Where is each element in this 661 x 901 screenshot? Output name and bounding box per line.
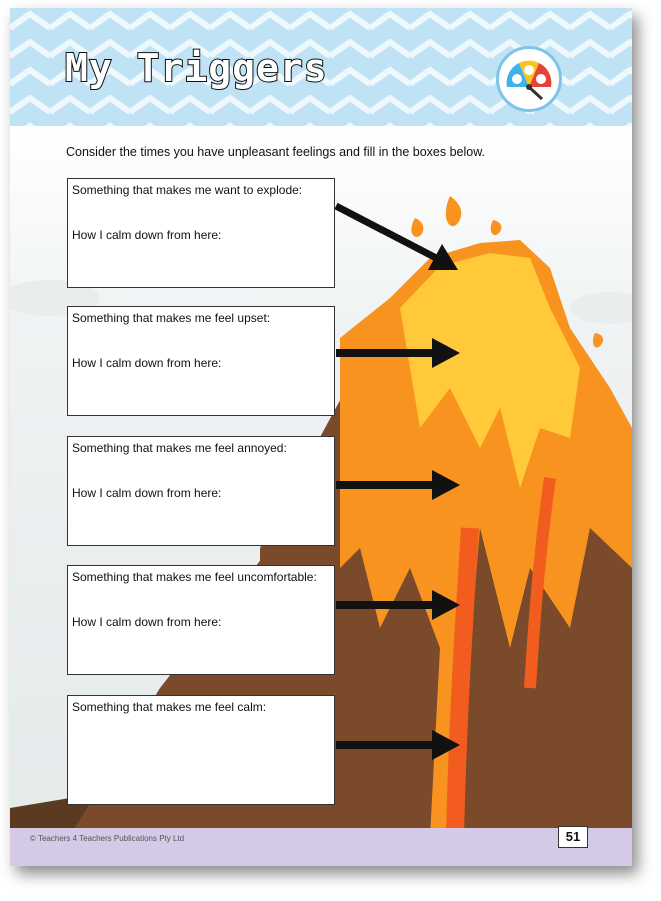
box-prompt: Something that makes me want to explode: bbox=[72, 183, 303, 197]
answer-box-uncomfortable[interactable] bbox=[67, 565, 335, 675]
box-calm-prompt: How I calm down from here: bbox=[72, 356, 222, 370]
page-number: 51 bbox=[558, 826, 588, 848]
box-calm-prompt: How I calm down from here: bbox=[72, 615, 222, 629]
answer-box-explode[interactable] bbox=[67, 178, 335, 288]
box-calm-prompt: How I calm down from here: bbox=[72, 486, 222, 500]
answer-box-annoyed[interactable] bbox=[67, 436, 335, 546]
answer-box-upset[interactable] bbox=[67, 306, 335, 416]
page-title: My Triggers bbox=[65, 46, 328, 90]
box-prompt: Something that makes me feel annoyed: bbox=[72, 441, 287, 455]
answer-box-calm[interactable] bbox=[67, 695, 335, 805]
box-calm-prompt: How I calm down from here: bbox=[72, 228, 222, 242]
instruction-text: Consider the times you have unpleasant feelings and fill in the boxes below. bbox=[66, 145, 486, 159]
copyright-text: © Teachers 4 Teachers Publications Pty Ltd bbox=[30, 834, 185, 843]
box-prompt: Something that makes me feel calm: bbox=[72, 700, 267, 714]
box-prompt: Something that makes me feel uncomfortable: bbox=[72, 570, 317, 584]
box-prompt: Something that makes me feel upset: bbox=[72, 311, 271, 325]
arrow-right-icon bbox=[336, 206, 458, 270]
worksheet-page bbox=[10, 8, 632, 866]
